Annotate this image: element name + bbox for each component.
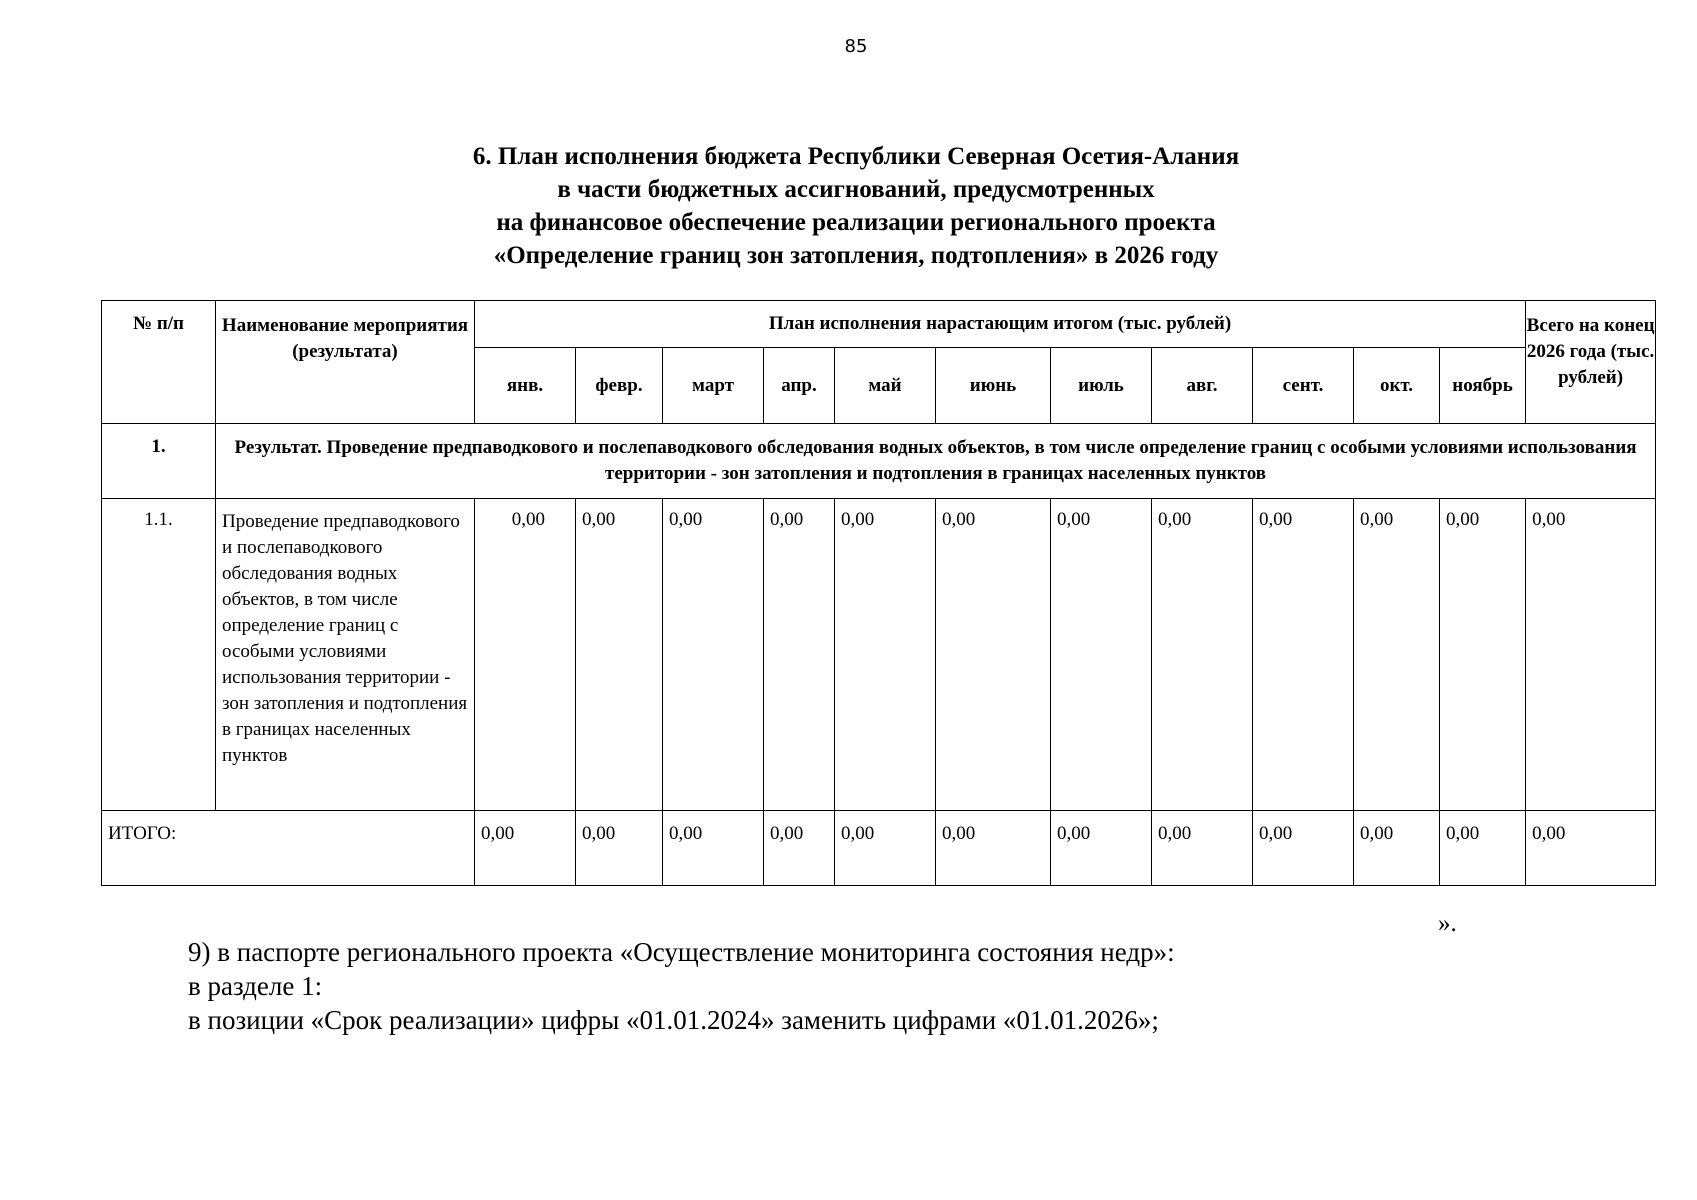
title-line: «Определение границ зон затопления, подтопления» в 2026 году (493, 242, 1219, 269)
result-text: Результат. Проведение предпаводкового и послепаводкового обследования водных объектов, в том числе определение границ с особыми условиями использования территории - зон затопления и подтопления в границах населенных пунктов (216, 424, 1656, 499)
item-total: 0,00 (1526, 499, 1656, 811)
header-month: май (835, 348, 936, 424)
header-month: окт. (1354, 348, 1440, 424)
total-value: 0,00 (475, 811, 576, 886)
total-value: 0,00 (764, 811, 835, 886)
header-month: ноябрь (1440, 348, 1526, 424)
item-value: 0,00 (835, 499, 936, 811)
section-title (0, 140, 1697, 272)
header-plan: План исполнения нарастающим итогом (тыс. рублей) (475, 301, 1526, 348)
item-value: 0,00 (764, 499, 835, 811)
item-value: 0,00 (475, 499, 576, 811)
total-value: 0,00 (576, 811, 663, 886)
total-value: 0,00 (663, 811, 764, 886)
header-month: июнь (936, 348, 1051, 424)
body-line: в разделе 1: (188, 971, 323, 1001)
item-value: 0,00 (1253, 499, 1354, 811)
title-line: на финансовое обеспечение реализации регионального проекта (496, 209, 1216, 236)
header-month: февр. (576, 348, 663, 424)
item-value: 0,00 (1354, 499, 1440, 811)
total-grand: 0,00 (1526, 811, 1656, 886)
item-num: 1.1. (102, 499, 216, 811)
result-row (102, 424, 1656, 499)
result-num: 1. (102, 424, 216, 499)
closing-quote-mark: ». (1438, 910, 1457, 937)
total-value: 0,00 (835, 811, 936, 886)
header-month: апр. (764, 348, 835, 424)
item-value: 0,00 (1152, 499, 1253, 811)
item-value: 0,00 (1051, 499, 1152, 811)
item-name: Проведение предпаводкового и послепаводкового обследования водных объектов, в том числе определение границ с особыми условиями использования территории - зон затопления и подтопления в границах населенных пунктов (216, 499, 475, 811)
total-value: 0,00 (1253, 811, 1354, 886)
total-value: 0,00 (1152, 811, 1253, 886)
total-value: 0,00 (1440, 811, 1526, 886)
total-value: 0,00 (1354, 811, 1440, 886)
header-month: сент. (1253, 348, 1354, 424)
header-month: июль (1051, 348, 1152, 424)
body-line: 9) в паспорте регионального проекта «Осуществление мониторинга состояния недр»: (188, 937, 1175, 967)
header-month: март (663, 348, 764, 424)
body-line: в позиции «Срок реализации» цифры «01.01.2024» заменить цифрами «01.01.2026»; (188, 1005, 1159, 1035)
table-header-row (102, 301, 1656, 348)
header-month: янв. (475, 348, 576, 424)
item-value: 0,00 (663, 499, 764, 811)
header-name: Наименование мероприятия (результата) (216, 301, 475, 424)
page-number: 85 (844, 36, 868, 57)
total-value: 0,00 (936, 811, 1051, 886)
header-num: № п/п (102, 301, 216, 424)
total-row (102, 811, 1656, 886)
title-line: 6. План исполнения бюджета Республики Северная Осетия-Алания (472, 143, 1240, 170)
item-value: 0,00 (936, 499, 1051, 811)
budget-plan-table (101, 300, 1656, 886)
item-value: 0,00 (1440, 499, 1526, 811)
title-line: в части бюджетных ассигнований, предусмотренных (557, 176, 1155, 203)
body-paragraph (188, 935, 1175, 1037)
total-value: 0,00 (1051, 811, 1152, 886)
total-label: ИТОГО: (102, 811, 475, 886)
header-month: авг. (1152, 348, 1253, 424)
table-row (102, 499, 1656, 811)
header-total: Всего на конец 2026 года (тыс. рублей) (1526, 301, 1656, 424)
item-value: 0,00 (576, 499, 663, 811)
